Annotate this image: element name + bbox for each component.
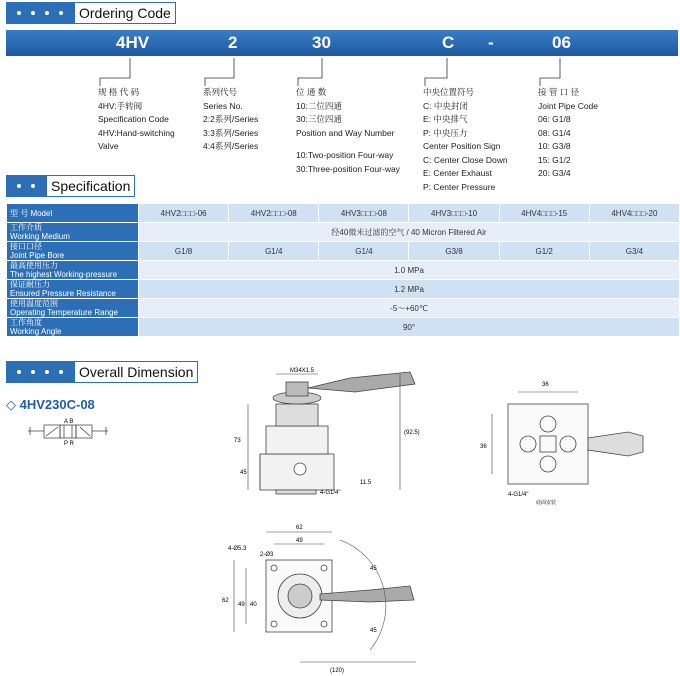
table-row: [7, 204, 680, 223]
table-cell: 1.0 MPa: [139, 261, 680, 280]
table-cell: -5～+60℃: [139, 299, 680, 318]
row-header: 接口口径 Joint Pipe Bore: [7, 242, 139, 261]
table-cell: 1.2 MPa: [139, 280, 680, 299]
svg-text:M34X1.5: M34X1.5: [290, 368, 315, 374]
header-dots: [6, 361, 74, 383]
svg-text:(92.5): (92.5): [404, 430, 420, 436]
ordering-code-bar: [6, 30, 678, 56]
code-col-spec: 规 格 代 码 4HV:手转阀 Specification Code 4HV:Hand-switching Valve: [98, 87, 175, 151]
table-cell: 4HV2□□□-06: [139, 204, 229, 223]
code-col-series: 系列代号 Series No. 2:2系列/Series 3:3系列/Series 4:4系列/Series: [203, 87, 259, 151]
valve-symbol: [24, 416, 114, 446]
table-row: [7, 242, 680, 261]
specification-table: [6, 203, 680, 337]
specification-title: Specification: [46, 175, 135, 197]
svg-text:4-Ø5.3: 4-Ø5.3: [228, 546, 247, 552]
overall-dimension-title: Overall Dimension: [74, 361, 198, 383]
ordering-code-title: Ordering Code: [74, 2, 176, 24]
table-cell: 4HV4□□□-15: [499, 204, 589, 223]
row-header: 最高使用压力 The highest Working-pressure: [7, 261, 139, 280]
svg-text:45: 45: [240, 470, 247, 476]
table-cell: 4HV3□□□-08: [319, 204, 409, 223]
row-header: 使用温度范围 Operating Temperature Range: [7, 299, 139, 318]
svg-text:P R: P R: [64, 441, 74, 446]
table-cell: G1/2: [499, 242, 589, 261]
row-header: 型 号 Model: [7, 204, 139, 223]
ordering-code-header: [6, 2, 176, 24]
svg-text:45: 45: [370, 628, 377, 634]
code-series: 4HV: [116, 33, 150, 52]
bottom-view-drawing: [478, 374, 668, 514]
table-row: [7, 223, 680, 242]
code-series-no: 2: [228, 33, 238, 52]
code-position: 30: [312, 33, 331, 52]
table-row: [7, 280, 680, 299]
row-header: 工作角度 Working Angle: [7, 318, 139, 337]
diamond-icon: ◇: [6, 397, 16, 412]
top-view-drawing: [220, 520, 450, 676]
code-col-center: 中央位置符号 C: 中央封闭 E: 中央排气 P: 中央压力 Center Position Sign C: Center Close Down E: Center Exhaust P: Center Pressure: [423, 87, 508, 192]
table-row: [7, 299, 680, 318]
table-cell: 4HV2□□□-08: [229, 204, 319, 223]
specification-header: [6, 175, 135, 197]
svg-text:62: 62: [222, 598, 229, 604]
table-cell: G1/4: [319, 242, 409, 261]
table-row: [7, 261, 680, 280]
svg-text:11.5: 11.5: [360, 480, 372, 486]
code-center: C: [442, 33, 455, 52]
svg-text:4-G1/4": 4-G1/4": [508, 492, 529, 498]
svg-text:40: 40: [250, 602, 257, 608]
table-cell: G1/8: [139, 242, 229, 261]
table-cell: 4HV4□□□-20: [589, 204, 679, 223]
svg-text:45: 45: [370, 566, 377, 572]
table-cell: G3/4: [589, 242, 679, 261]
table-cell: 经40微米过滤的空气 / 40 Micron Filtered Air: [139, 223, 680, 242]
svg-text:4-G1/4": 4-G1/4": [320, 490, 341, 496]
svg-text:49: 49: [296, 538, 303, 544]
code-leader-lines: [0, 56, 680, 88]
table-row: [7, 318, 680, 337]
table-cell: 4HV3□□□-10: [409, 204, 499, 223]
svg-text:36: 36: [480, 444, 487, 450]
code-pipe: 06: [552, 33, 571, 52]
svg-text:2-Ø3: 2-Ø3: [260, 552, 274, 558]
code-dash: -: [488, 33, 494, 52]
table-cell: G1/4: [229, 242, 319, 261]
row-header: 工作介质 Working Medium: [7, 223, 139, 242]
table-cell: G3/8: [409, 242, 499, 261]
svg-text:62: 62: [296, 525, 303, 531]
svg-text:A B: A B: [64, 419, 74, 425]
svg-text:(120): (120): [330, 668, 345, 674]
table-cell: 90°: [139, 318, 680, 337]
svg-text:49: 49: [238, 602, 245, 608]
code-col-pipe: 接 管 口 径 Joint Pipe Code 06: G1/8 08: G1/4 10: G3/8 15: G1/2 20: G3/4: [538, 87, 599, 178]
code-col-position: 位 通 数 10:二位四通 30:三位四通 Position and Way Number 10:Two-position Four-way 30:Three-position Four-way: [296, 87, 400, 174]
svg-text:底面安装: 底面安装: [536, 500, 557, 506]
row-header: 保证耐压力 Ensured Pressure Resistance: [7, 280, 139, 299]
svg-text:73: 73: [234, 438, 241, 444]
svg-text:36: 36: [542, 382, 549, 388]
model-title: ◇ 4HV230C-08: [6, 397, 95, 412]
front-view-drawing: [220, 364, 450, 504]
header-dots: [6, 175, 46, 197]
header-dots: [6, 2, 74, 24]
overall-dimension-header: [6, 361, 198, 383]
